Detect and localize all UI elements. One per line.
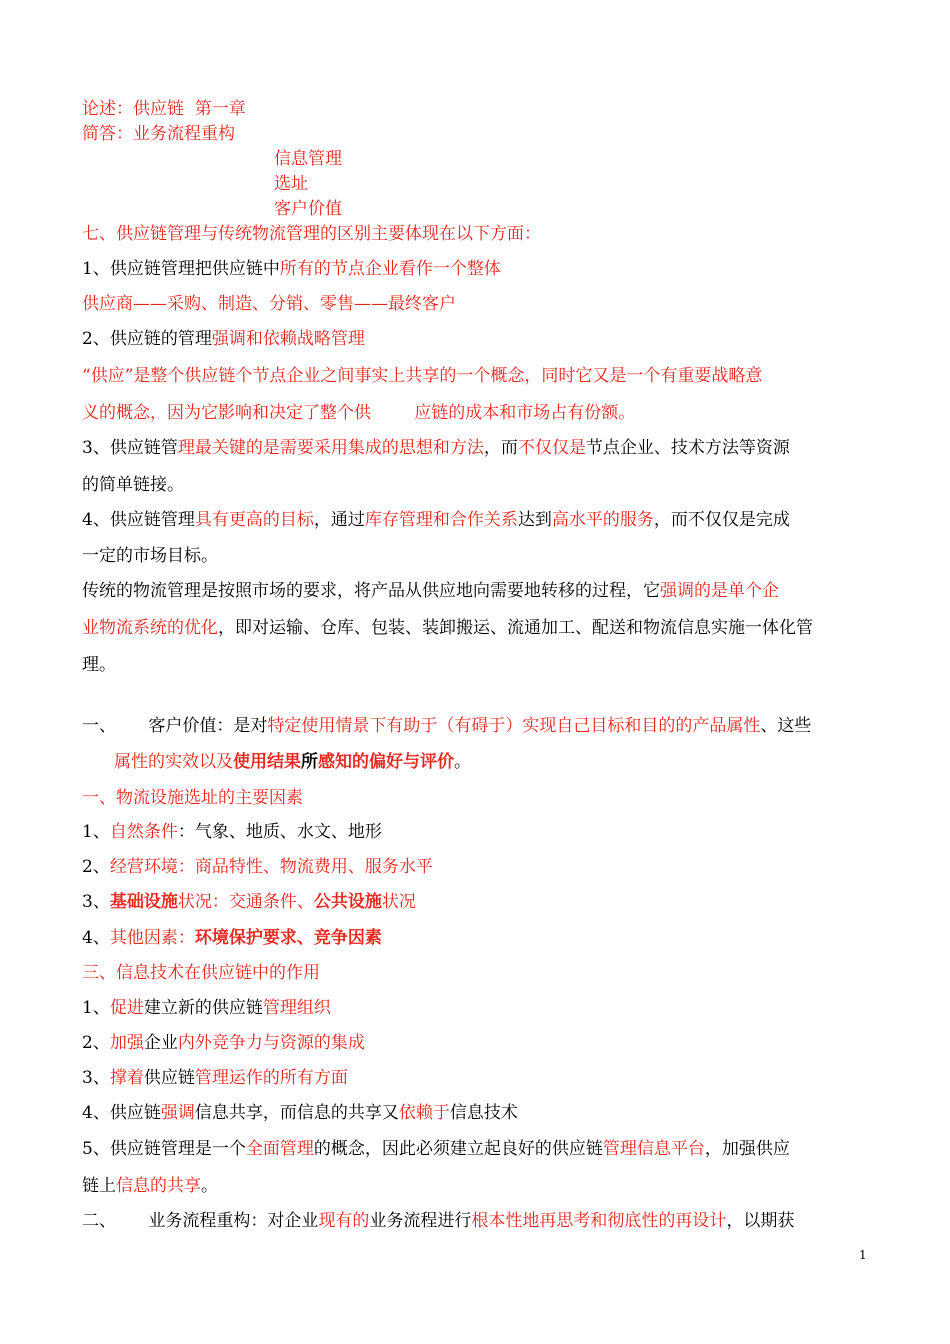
text-run: 强调 [160,1103,195,1123]
text-run: 理。 [82,655,116,675]
text-run: ，即对运输、仓库、包装、装卸搬运、流通加工、配送和物流信息实施一体化管 [218,618,813,638]
text-line-32 [82,1176,218,1196]
text-run: 具有更高的目标 [194,510,314,530]
text-run: 2、供应链的管理 [82,329,212,349]
text-line-15 [82,546,218,566]
text-run: 信息管理 [274,149,342,169]
text-run: 基础设施 [109,892,178,912]
text-run: 2、 [82,1033,110,1053]
text-line-24 [82,892,416,912]
text-line-11 [82,403,635,423]
text-line-31 [82,1139,790,1159]
text-line-7 [82,259,501,279]
text-run: ，以期获 [726,1211,795,1231]
text-run: 管理信息平台 [602,1139,705,1159]
text-run: 属性的实效以及 [114,752,233,772]
text-run: ，而不仅仅是完成 [653,510,790,530]
text-line-2 [82,124,235,144]
text-run: 公共设施 [313,892,382,912]
text-run: 不仅仅是 [517,438,586,458]
text-run: 节点企业、技术方法等资源 [585,438,790,458]
text-run: 管理运作的所有方面 [194,1068,348,1088]
text-run: 七、供应链管理与传统物流管理的区别主要体现在以下方面： [82,224,541,244]
text-run: 其他因素： [109,928,195,948]
text-line-28 [82,1033,365,1053]
text-line-25 [82,928,382,948]
text-run: 3、 [82,1068,110,1088]
text-run: ：气象、地质、水文、地形 [177,822,382,842]
text-run: 供应链 [143,1068,195,1088]
text-run: 一、物流设施选址的主要因素 [82,788,303,808]
text-run: 达到 [517,510,552,530]
text-run: 三、信息技术在供应链中的作用 [82,963,320,983]
text-run: 、这些 [760,716,812,736]
text-run: 1、 [82,822,110,842]
text-run: 5、供应链管理是一个 [82,1139,246,1159]
text-run: 理最关键的是需要采用集成的思想和方法 [177,438,484,458]
text-line-33 [82,1211,794,1231]
text-run: 2、 [82,857,110,877]
text-run: 的概念，因此必须建立起良好的供应链 [313,1139,603,1159]
text-line-14 [82,510,790,530]
text-line-6 [82,224,541,244]
text-run [371,403,414,423]
text-line-21 [82,788,303,808]
text-run: 根本性地再思考和彻底性的再设计 [471,1211,727,1231]
text-run: 4、 [82,928,110,948]
text-run: 。 [454,752,471,772]
text-run: 使用结果 [233,752,301,772]
text-line-30 [82,1103,518,1123]
text-run: 环境保护要求、竞争因素 [194,928,382,948]
text-run: “供应”是整个供应链个节点企业之间事实上共享的一个概念，同时它又是一个有重要战略意 [82,366,763,386]
text-line-29 [82,1068,348,1088]
page-number: 1 [859,1248,867,1262]
text-run: ，加强供应 [704,1139,790,1159]
text-run: 信息技术 [449,1103,518,1123]
text-run: 强调和依赖战略管理 [211,329,365,349]
text-run: 供应商——采购、制造、分销、零售——最终客户 [82,294,456,314]
text-run: 信息的共享 [116,1176,201,1196]
text-run: 4、供应链管理 [82,510,195,530]
text-run: 状况 [381,892,416,912]
text-run: 特定使用情景下有助于（有碍于）实现自己目标和目的的产品属性 [267,716,761,736]
text-line-10 [82,366,762,386]
text-run: 业务流程进行 [369,1211,472,1231]
text-run: 一、 客户价值：是对 [82,716,268,736]
text-run: 内外竞争力与资源的集成 [177,1033,365,1053]
text-line-9 [82,329,365,349]
text-line-8 [82,294,456,314]
text-line-22 [82,822,382,842]
text-run: 链上 [82,1176,116,1196]
text-line-13 [82,475,184,495]
text-line-23 [82,857,433,877]
text-run: ，而 [483,438,518,458]
text-run: 二、 业务流程重构：对企业 [82,1211,319,1231]
text-run: 状况：交通条件、 [177,892,314,912]
text-run: 传统的物流管理是按照市场的要求，将产品从供应地向需要地转移的过程，它 [82,581,660,601]
text-run: 业物流系统的优化 [82,618,218,638]
text-line-12 [82,438,790,458]
text-run: 1、 [82,998,110,1018]
text-run: 3、 [82,892,110,912]
text-line-16 [82,581,779,601]
text-run: 的简单链接。 [82,475,184,495]
text-run: 客户价值 [274,199,342,219]
text-run: 库存管理和合作关系 [364,510,518,530]
text-run: 企业 [143,1033,178,1053]
text-line-4 [274,174,308,194]
text-run: 建立新的供应链 [143,998,263,1018]
text-run: 撑着 [109,1068,144,1088]
text-run: 感知的偏好与评价 [318,752,454,772]
text-run: 强调的是单个企 [660,581,779,601]
text-line-20 [114,752,471,772]
text-line-17 [82,618,813,638]
text-run: 依赖于 [398,1103,450,1123]
text-run: 所有的节点企业看作一个整体 [279,259,501,279]
text-line-5 [274,199,342,219]
text-run: ，通过 [313,510,365,530]
text-run: 义的概念，因为它影响和决定了整个供 [82,403,371,423]
text-run: 现有的 [318,1211,370,1231]
text-run: 信息共享，而信息的共享又 [194,1103,399,1123]
text-run: 加强 [109,1033,144,1053]
text-run: 应链的成本和市场占有份额。 [414,403,636,423]
text-run: 管理组织 [262,998,331,1018]
text-line-19 [82,716,811,736]
text-run: 自然条件 [109,822,178,842]
text-run: 一定的市场目标。 [82,546,218,566]
text-run: 所 [301,752,318,772]
text-run: 1、供应链管理把供应链中 [82,259,280,279]
text-line-3 [274,149,342,169]
text-line-27 [82,998,331,1018]
text-run: 高水平的服务 [551,510,654,530]
text-run: 全面管理 [245,1139,314,1159]
text-run: 4、供应链 [82,1103,161,1123]
text-run: 3、供应链管 [82,438,178,458]
text-line-18 [82,655,116,675]
text-line-26 [82,963,320,983]
text-run: 。 [201,1176,218,1196]
text-line-1 [82,99,246,119]
text-run: 经营环境：商品特性、物流费用、服务水平 [109,857,433,877]
text-run: 论述：供应链 第一章 [82,99,246,119]
text-run: 促进 [109,998,144,1018]
text-run: 简答：业务流程重构 [82,124,235,144]
text-run: 选址 [274,174,308,194]
